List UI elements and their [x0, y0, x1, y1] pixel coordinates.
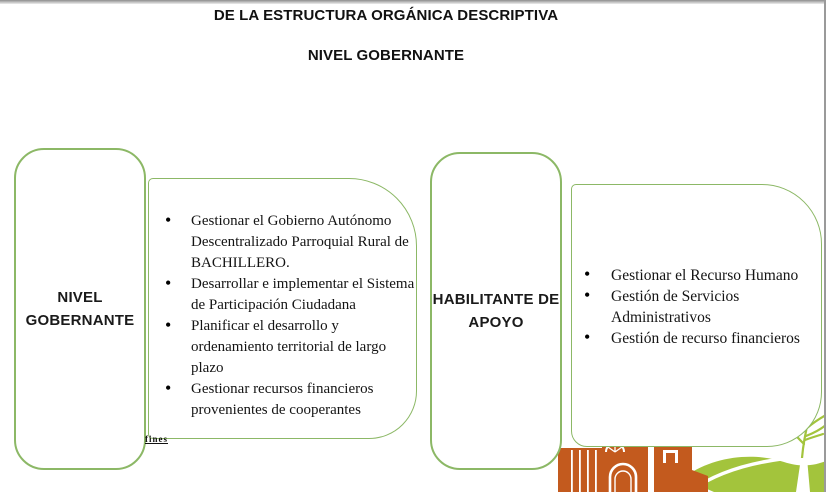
document-title: DE LA ESTRUCTURA ORGÁNICA DESCRIPTIVA: [213, 7, 559, 24]
page-top-shadow: [0, 0, 826, 4]
list-item: • Gestionar el Gobierno Autónomo Descentralizado Parroquial Rural de BACHILLERO.: [191, 211, 415, 274]
church-building-graphic: [558, 443, 708, 492]
governing-level-label: NIVEL GOBERNANTE: [25, 289, 135, 329]
support-functions-box: [571, 184, 822, 447]
list-item: • Planificar el desarrollo y ordenamiento territorial de largo plazo: [191, 316, 415, 379]
support-level-node: [430, 152, 562, 470]
list-item: • Gestionar recursos financieros provenientes de cooperantes: [191, 379, 415, 421]
support-functions-list: [572, 265, 815, 349]
obscured-underlined-word: fines: [145, 434, 168, 444]
list-item: • Gestión de recurso financieros: [611, 328, 815, 349]
document-subtitle: NIVEL GOBERNANTE: [307, 47, 465, 64]
governing-functions-list: [149, 211, 415, 421]
list-item: • Desarrollar e implementar el Sistema de Participación Ciudadana: [191, 274, 415, 316]
governing-functions-box: [148, 178, 417, 439]
list-item: • Gestionar el Recurso Humano: [611, 265, 815, 286]
support-level-label: HABILITANTE DE APOYO: [432, 291, 560, 331]
list-item: • Gestión de Servicios Administrativos: [611, 286, 815, 328]
governing-level-node: [14, 148, 146, 470]
